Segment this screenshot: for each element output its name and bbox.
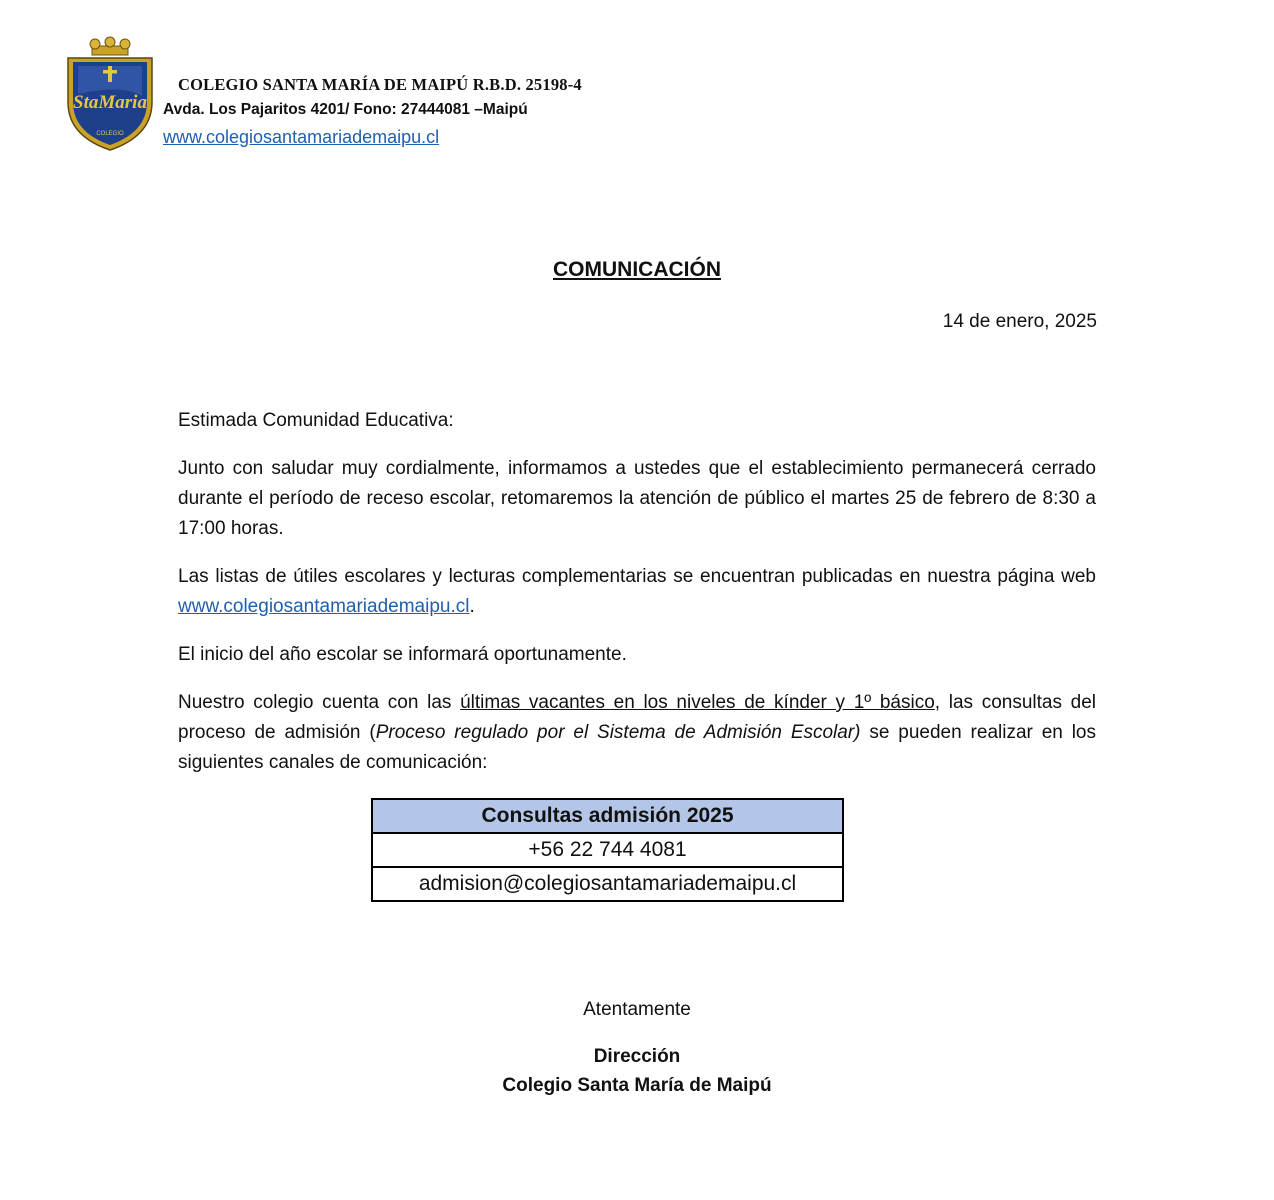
table-header-row — [372, 799, 843, 833]
document-title — [0, 258, 1274, 282]
paragraph-supplies-end: . — [469, 596, 475, 617]
school-address: Avda. Los Pajaritos 4201/ Fono: 27444081 –Maipú — [163, 101, 528, 118]
paragraph-school-start: El inicio del año escolar se informará oportunamente. — [178, 644, 627, 665]
paragraph-admission-text-c: se pueden realizar en los siguientes canales de comunicación: — [178, 722, 1096, 773]
school-name: COLEGIO SANTA MARÍA DE MAIPÚ R.B.D. 25198-4 — [178, 75, 582, 94]
paragraph-supplies — [178, 562, 1096, 622]
logo-subtext: COLEGIO — [96, 131, 124, 137]
admission-regulation-note: Proceso regulado por el Sistema de Admisión Escolar) — [375, 722, 861, 743]
letter-body — [178, 406, 1096, 796]
paragraph-admission — [178, 688, 1096, 778]
table-row — [372, 833, 843, 867]
signature-line-2: Colegio Santa María de Maipú — [502, 1075, 772, 1096]
document-date: 14 de enero, 2025 — [942, 311, 1097, 332]
paragraph-admission-text-b: , las consultas del proceso de admisión ( — [178, 692, 1097, 743]
document-title-text: COMUNICACIÓN — [553, 258, 721, 281]
signature-line-1: Dirección — [593, 1046, 681, 1067]
greeting: Estimada Comunidad Educativa: — [178, 410, 454, 431]
admission-email: admision@colegiosantamariademaipu.cl — [372, 867, 843, 901]
paragraph-closure: Junto con saludar muy cordialmente, informamos a ustedes que el establecimiento permanecerá cerrado durante el período de receso escolar, retomaremos la atención de público el martes 25 de febrero de 8:30 a 17:00 horas. — [178, 458, 1096, 539]
table-header: Consultas admisión 2025 — [372, 799, 843, 833]
school-website-link[interactable]: www.colegiosantamariademaipu.cl — [163, 127, 440, 147]
logo-text: StaMaria — [73, 92, 147, 113]
table-row — [372, 867, 843, 901]
paragraph-admission-text-a: Nuestro colegio cuenta con las — [178, 692, 461, 713]
crown-icon — [90, 37, 130, 55]
paragraph-supplies-text: Las listas de útiles escolares y lecturas complementarias se encuentran publicadas en nuestra página web — [178, 566, 1096, 587]
school-crest-logo — [62, 36, 158, 154]
closing-salutation: Atentamente — [583, 999, 691, 1020]
admission-contact-table — [371, 798, 844, 902]
vacancies-highlight: últimas vacantes en los niveles de kínder y 1º básico — [460, 692, 935, 713]
admission-phone: +56 22 744 4081 — [372, 833, 843, 867]
website-link[interactable]: www.colegiosantamariademaipu.cl — [178, 596, 470, 617]
